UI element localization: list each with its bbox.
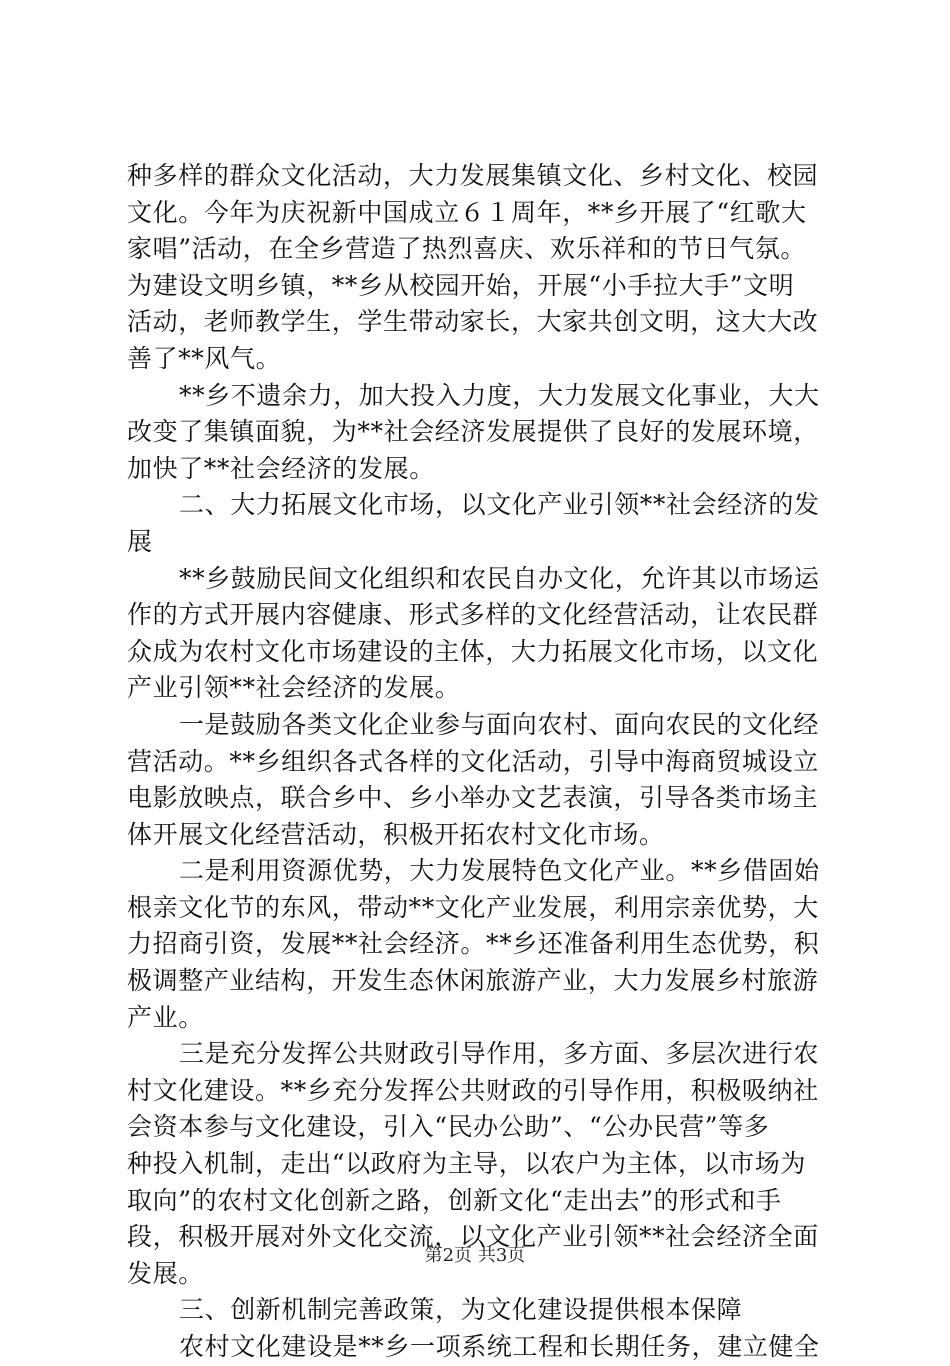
text-line: 种多样的群众文化活动，大力发展集镇文化、乡村文化、校园 bbox=[127, 161, 819, 190]
text-line: 文化。今年为庆祝新中国成立６１周年，**乡开展了“红歌大 bbox=[127, 197, 807, 227]
text-line: 为建设文明乡镇，**乡从校园开始，开展“小手拉大手”文明 bbox=[127, 270, 795, 300]
text-line: 二是利用资源优势，大力发展特色文化产业。**乡借固始 bbox=[179, 856, 820, 886]
text-line: 农村文化建设是**乡一项系统工程和长期任务，建立健全 bbox=[179, 1332, 820, 1361]
text-line: 产业。 bbox=[127, 1002, 204, 1032]
text-line: 产业引领**社会经济的发展。 bbox=[127, 673, 461, 703]
text-line: 体开展文化经营活动，积极开拓农村文化市场。 bbox=[127, 819, 665, 849]
text-line: 众成为农村文化市场建设的主体，大力拓展文化市场，以文化 bbox=[127, 636, 819, 666]
text-line: 村文化建设。**乡充分发挥公共财政的引导作用，积极吸纳社 bbox=[127, 1075, 819, 1105]
text-line: 三、创新机制完善政策，为文化建设提供根本保障 bbox=[179, 1295, 743, 1325]
text-line: **乡鼓励民间文化组织和农民自办文化，允许其以市场运 bbox=[179, 563, 820, 593]
text-line: 极调整产业结构，开发生态休闲旅游产业，大力发展乡村旅游 bbox=[127, 966, 819, 996]
text-line: **乡不遗余力，加大投入力度，大力发展文化事业，大大 bbox=[179, 380, 820, 410]
text-line: 发展。 bbox=[127, 1258, 204, 1288]
text-line: 一是鼓励各类文化企业参与面向农村、面向农民的文化经 bbox=[179, 709, 820, 739]
text-line: 营活动。**乡组织各式各样的文化活动，引导中海商贸城设立 bbox=[127, 746, 819, 776]
text-line: 作的方式开展内容健康、形式多样的文化经营活动，让农民群 bbox=[127, 600, 819, 630]
text-line: 取向”的农村文化创新之路，创新文化“走出去”的形式和手 bbox=[127, 1185, 782, 1215]
document-body bbox=[127, 158, 847, 1366]
text-line: 种投入机制，走出“以政府为主导，以农户为主体，以市场为 bbox=[127, 1149, 806, 1179]
text-line: 展 bbox=[127, 526, 153, 556]
text-line: 活动，老师教学生，学生带动家长，大家共创文明，这大大改 bbox=[127, 307, 819, 337]
text-line: 善了**风气。 bbox=[127, 343, 282, 373]
page-number-label: 第2页 共3页 bbox=[424, 1245, 526, 1266]
text-line: 家唱”活动，在全乡营造了热烈喜庆、欢乐祥和的节日气氛。 bbox=[127, 234, 806, 264]
text-line: 二、大力拓展文化市场，以文化产业引领**社会经济的发 bbox=[179, 490, 820, 520]
text-line: 会资本参与文化建设，引入“民办公助”、“公办民营”等多 bbox=[127, 1112, 770, 1142]
text-line: 改变了集镇面貌，为**社会经济发展提供了良好的发展环境， bbox=[127, 417, 819, 447]
text-line: 力招商引资，发展**社会经济。**乡还准备利用生态优势，积 bbox=[127, 929, 820, 959]
text-line: 根亲文化节的东风，带动**文化产业发展，利用宗亲优势，大 bbox=[127, 892, 819, 922]
page-footer bbox=[0, 1245, 950, 1267]
text-line: 加快了**社会经济的发展。 bbox=[127, 453, 435, 483]
text-line: 段，积极开展对外文化交流，以文化产业引领**社会经济全面 bbox=[127, 1222, 819, 1252]
text-line: 电影放映点，联合乡中、乡小举办文艺表演，引导各类市场主 bbox=[127, 783, 819, 813]
text-line: 三是充分发挥公共财政引导作用，多方面、多层次进行农 bbox=[179, 1039, 820, 1069]
